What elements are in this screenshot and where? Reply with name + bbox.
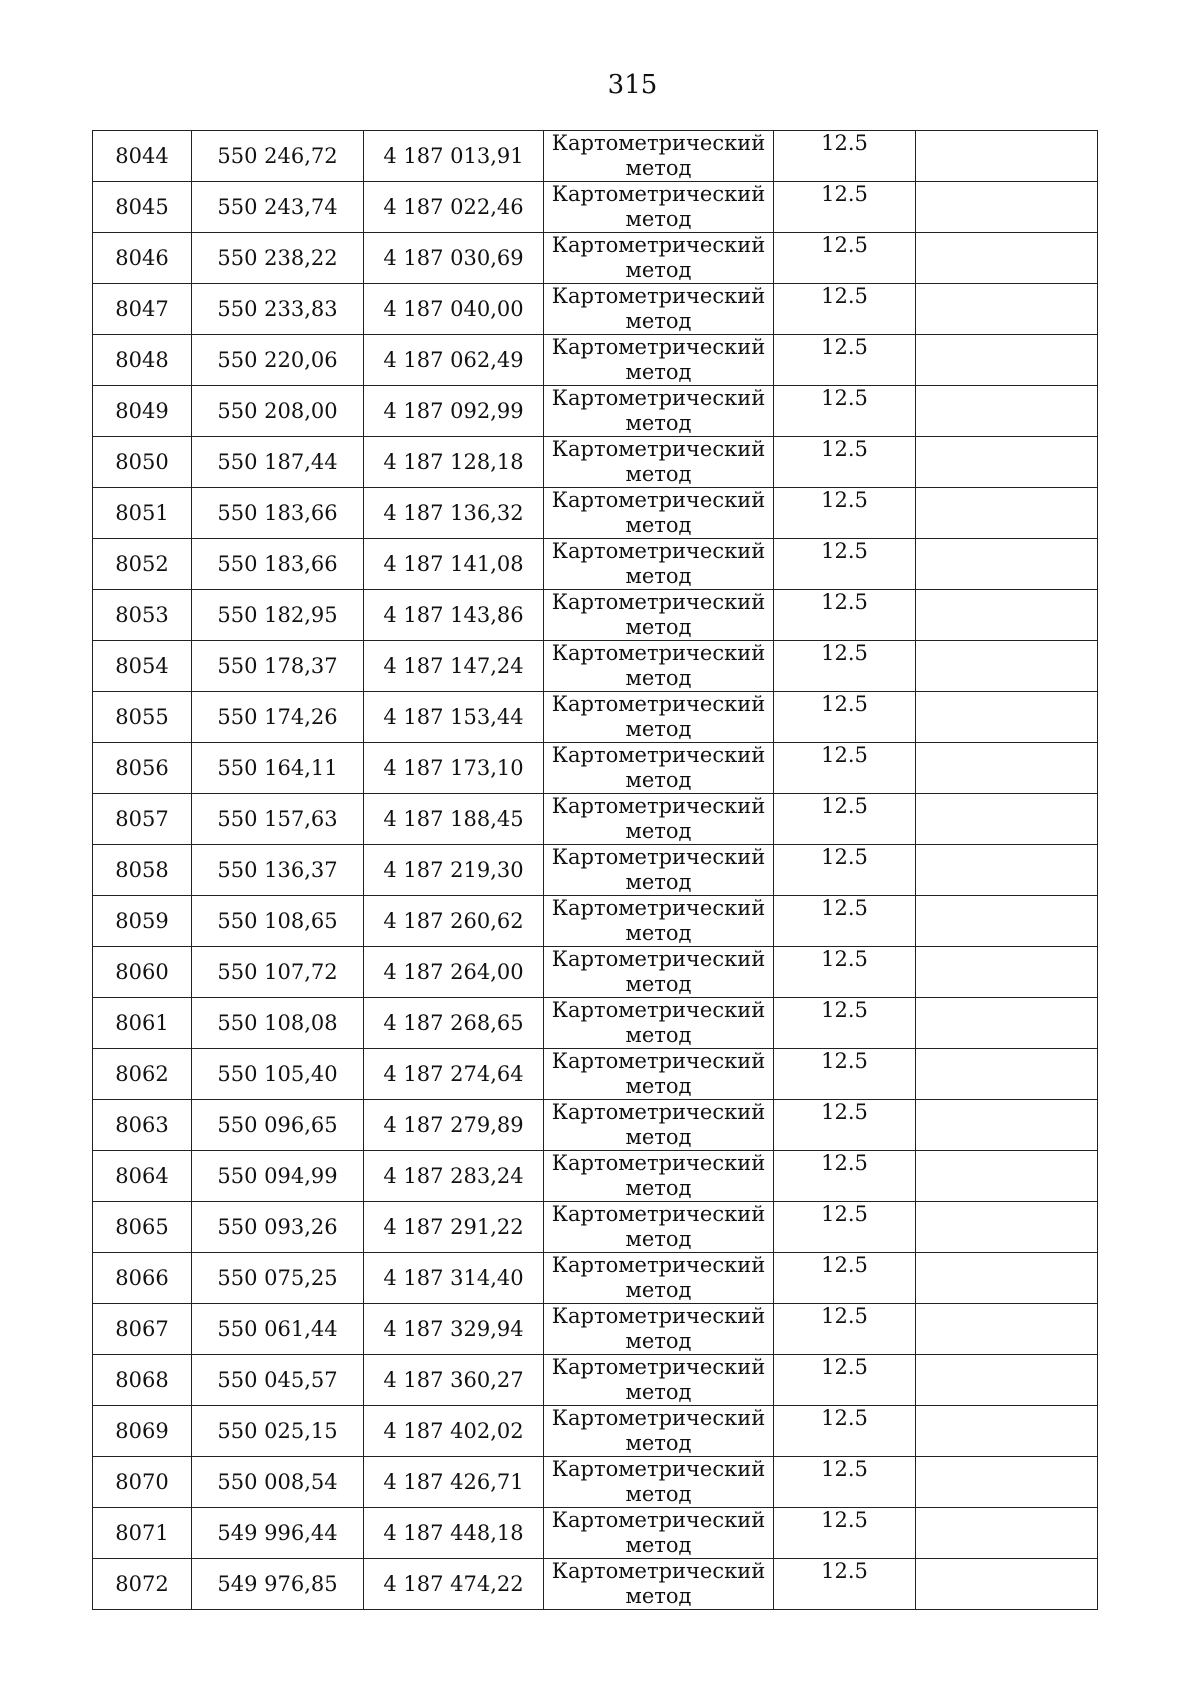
method-cell	[544, 1406, 774, 1457]
method-text-line1: Картометрический	[551, 1559, 766, 1583]
method-text-line1: Картометрический	[551, 1049, 766, 1073]
y-coordinate-cell: 4 187 062,49	[364, 335, 544, 386]
method-text-line2: метод	[625, 1227, 692, 1251]
point-number-cell: 8057	[93, 794, 192, 845]
method-text-line2: метод	[625, 309, 692, 333]
method-text-line2: метод	[625, 1176, 692, 1200]
table-row	[93, 743, 1098, 794]
table-row	[93, 1457, 1098, 1508]
method-text-line1: Картометрический	[551, 1304, 766, 1328]
method-text-line1: Картометрический	[551, 437, 766, 461]
point-number-cell: 8063	[93, 1100, 192, 1151]
x-coordinate-cell: 550 108,08	[192, 998, 364, 1049]
table-row	[93, 896, 1098, 947]
table-row	[93, 1049, 1098, 1100]
point-number-cell: 8064	[93, 1151, 192, 1202]
y-coordinate-cell: 4 187 314,40	[364, 1253, 544, 1304]
method-cell	[544, 539, 774, 590]
table-row	[93, 182, 1098, 233]
method-cell	[544, 1253, 774, 1304]
method-cell	[544, 692, 774, 743]
note-cell	[916, 437, 1098, 488]
point-number-cell: 8049	[93, 386, 192, 437]
x-coordinate-cell: 550 238,22	[192, 233, 364, 284]
x-coordinate-cell: 550 094,99	[192, 1151, 364, 1202]
y-coordinate-cell: 4 187 264,00	[364, 947, 544, 998]
method-cell	[544, 1559, 774, 1610]
accuracy-cell: 12.5	[774, 692, 916, 743]
method-cell	[544, 131, 774, 182]
accuracy-cell: 12.5	[774, 1202, 916, 1253]
note-cell	[916, 1202, 1098, 1253]
table-row	[93, 590, 1098, 641]
table-row	[93, 1355, 1098, 1406]
x-coordinate-cell: 550 136,37	[192, 845, 364, 896]
x-coordinate-cell: 550 061,44	[192, 1304, 364, 1355]
note-cell	[916, 998, 1098, 1049]
point-number-cell: 8065	[93, 1202, 192, 1253]
method-cell	[544, 743, 774, 794]
point-number-cell: 8048	[93, 335, 192, 386]
note-cell	[916, 1049, 1098, 1100]
x-coordinate-cell: 550 187,44	[192, 437, 364, 488]
method-text-line1: Картометрический	[551, 692, 766, 716]
method-text-line1: Картометрический	[551, 539, 766, 563]
method-text-line2: метод	[625, 1533, 692, 1557]
method-cell	[544, 437, 774, 488]
method-cell	[544, 284, 774, 335]
method-cell	[544, 1151, 774, 1202]
note-cell	[916, 488, 1098, 539]
point-number-cell: 8058	[93, 845, 192, 896]
method-text-line1: Картометрический	[551, 1406, 766, 1430]
y-coordinate-cell: 4 187 153,44	[364, 692, 544, 743]
point-number-cell: 8044	[93, 131, 192, 182]
table-row	[93, 131, 1098, 182]
method-text-line1: Картометрический	[551, 1100, 766, 1124]
note-cell	[916, 794, 1098, 845]
accuracy-cell: 12.5	[774, 794, 916, 845]
note-cell	[916, 1457, 1098, 1508]
method-text-line1: Картометрический	[551, 386, 766, 410]
note-cell	[916, 335, 1098, 386]
x-coordinate-cell: 550 093,26	[192, 1202, 364, 1253]
y-coordinate-cell: 4 187 147,24	[364, 641, 544, 692]
method-cell	[544, 488, 774, 539]
x-coordinate-cell: 550 164,11	[192, 743, 364, 794]
point-number-cell: 8055	[93, 692, 192, 743]
y-coordinate-cell: 4 187 173,10	[364, 743, 544, 794]
y-coordinate-cell: 4 187 448,18	[364, 1508, 544, 1559]
method-cell	[544, 233, 774, 284]
accuracy-cell: 12.5	[774, 1508, 916, 1559]
table-row	[93, 488, 1098, 539]
note-cell	[916, 641, 1098, 692]
method-text-line2: метод	[625, 870, 692, 894]
x-coordinate-cell: 550 220,06	[192, 335, 364, 386]
note-cell	[916, 743, 1098, 794]
note-cell	[916, 182, 1098, 233]
y-coordinate-cell: 4 187 092,99	[364, 386, 544, 437]
point-number-cell: 8066	[93, 1253, 192, 1304]
note-cell	[916, 1304, 1098, 1355]
accuracy-cell: 12.5	[774, 1559, 916, 1610]
accuracy-cell: 12.5	[774, 1304, 916, 1355]
y-coordinate-cell: 4 187 128,18	[364, 437, 544, 488]
x-coordinate-cell: 549 996,44	[192, 1508, 364, 1559]
note-cell	[916, 1253, 1098, 1304]
method-text-line2: метод	[625, 1431, 692, 1455]
method-text-line2: метод	[625, 717, 692, 741]
method-text-line1: Картометрический	[551, 233, 766, 257]
accuracy-cell: 12.5	[774, 641, 916, 692]
method-text-line2: метод	[625, 666, 692, 690]
method-text-line1: Картометрический	[551, 1151, 766, 1175]
method-cell	[544, 845, 774, 896]
accuracy-cell: 12.5	[774, 284, 916, 335]
table-row	[93, 233, 1098, 284]
y-coordinate-cell: 4 187 030,69	[364, 233, 544, 284]
x-coordinate-cell: 550 008,54	[192, 1457, 364, 1508]
method-text-line2: метод	[625, 921, 692, 945]
table-body	[93, 131, 1098, 1610]
y-coordinate-cell: 4 187 291,22	[364, 1202, 544, 1253]
method-cell	[544, 1508, 774, 1559]
page-number: 315	[607, 70, 658, 100]
accuracy-cell: 12.5	[774, 1151, 916, 1202]
x-coordinate-cell: 550 178,37	[192, 641, 364, 692]
accuracy-cell: 12.5	[774, 233, 916, 284]
point-number-cell: 8067	[93, 1304, 192, 1355]
table-row	[93, 1100, 1098, 1151]
y-coordinate-cell: 4 187 260,62	[364, 896, 544, 947]
note-cell	[916, 539, 1098, 590]
table-row	[93, 1559, 1098, 1610]
accuracy-cell: 12.5	[774, 1253, 916, 1304]
y-coordinate-cell: 4 187 040,00	[364, 284, 544, 335]
table-row	[93, 1304, 1098, 1355]
method-text-line2: метод	[625, 411, 692, 435]
method-cell	[544, 386, 774, 437]
x-coordinate-cell: 550 233,83	[192, 284, 364, 335]
note-cell	[916, 131, 1098, 182]
y-coordinate-cell: 4 187 136,32	[364, 488, 544, 539]
point-number-cell: 8059	[93, 896, 192, 947]
method-cell	[544, 641, 774, 692]
y-coordinate-cell: 4 187 402,02	[364, 1406, 544, 1457]
method-text-line1: Картометрический	[551, 743, 766, 767]
point-number-cell: 8060	[93, 947, 192, 998]
y-coordinate-cell: 4 187 279,89	[364, 1100, 544, 1151]
accuracy-cell: 12.5	[774, 998, 916, 1049]
y-coordinate-cell: 4 187 360,27	[364, 1355, 544, 1406]
method-cell	[544, 998, 774, 1049]
method-text-line1: Картометрический	[551, 1202, 766, 1226]
table-row	[93, 692, 1098, 743]
x-coordinate-cell: 550 075,25	[192, 1253, 364, 1304]
accuracy-cell: 12.5	[774, 590, 916, 641]
method-cell	[544, 1304, 774, 1355]
method-text-line2: метод	[625, 1074, 692, 1098]
point-number-cell: 8068	[93, 1355, 192, 1406]
method-text-line2: метод	[625, 258, 692, 282]
method-cell	[544, 1049, 774, 1100]
x-coordinate-cell: 550 208,00	[192, 386, 364, 437]
note-cell	[916, 1508, 1098, 1559]
method-cell	[544, 590, 774, 641]
y-coordinate-cell: 4 187 329,94	[364, 1304, 544, 1355]
table-row	[93, 947, 1098, 998]
note-cell	[916, 284, 1098, 335]
y-coordinate-cell: 4 187 013,91	[364, 131, 544, 182]
table-row	[93, 386, 1098, 437]
accuracy-cell: 12.5	[774, 845, 916, 896]
table-row	[93, 998, 1098, 1049]
accuracy-cell: 12.5	[774, 182, 916, 233]
y-coordinate-cell: 4 187 219,30	[364, 845, 544, 896]
method-text-line1: Картометрический	[551, 182, 766, 206]
accuracy-cell: 12.5	[774, 488, 916, 539]
x-coordinate-cell: 550 108,65	[192, 896, 364, 947]
point-number-cell: 8045	[93, 182, 192, 233]
method-text-line1: Картометрический	[551, 131, 766, 155]
method-cell	[544, 794, 774, 845]
method-text-line1: Картометрический	[551, 284, 766, 308]
point-number-cell: 8052	[93, 539, 192, 590]
x-coordinate-cell: 550 096,65	[192, 1100, 364, 1151]
point-number-cell: 8054	[93, 641, 192, 692]
method-text-line1: Картометрический	[551, 1457, 766, 1481]
accuracy-cell: 12.5	[774, 386, 916, 437]
x-coordinate-cell: 549 976,85	[192, 1559, 364, 1610]
method-cell	[544, 1457, 774, 1508]
point-number-cell: 8062	[93, 1049, 192, 1100]
method-text-line2: метод	[625, 360, 692, 384]
table-row	[93, 335, 1098, 386]
method-text-line1: Картометрический	[551, 335, 766, 359]
y-coordinate-cell: 4 187 141,08	[364, 539, 544, 590]
note-cell	[916, 233, 1098, 284]
accuracy-cell: 12.5	[774, 437, 916, 488]
method-text-line2: метод	[625, 462, 692, 486]
method-text-line2: метод	[625, 819, 692, 843]
y-coordinate-cell: 4 187 283,24	[364, 1151, 544, 1202]
x-coordinate-cell: 550 025,15	[192, 1406, 364, 1457]
accuracy-cell: 12.5	[774, 896, 916, 947]
note-cell	[916, 386, 1098, 437]
table-row	[93, 1202, 1098, 1253]
point-number-cell: 8069	[93, 1406, 192, 1457]
method-text-line1: Картометрический	[551, 488, 766, 512]
method-cell	[544, 1355, 774, 1406]
accuracy-cell: 12.5	[774, 743, 916, 794]
point-number-cell: 8050	[93, 437, 192, 488]
method-text-line2: метод	[625, 1125, 692, 1149]
method-cell	[544, 896, 774, 947]
note-cell	[916, 896, 1098, 947]
point-number-cell: 8061	[93, 998, 192, 1049]
method-text-line1: Картометрический	[551, 590, 766, 614]
method-text-line2: метод	[625, 513, 692, 537]
note-cell	[916, 590, 1098, 641]
table-row	[93, 1253, 1098, 1304]
y-coordinate-cell: 4 187 268,65	[364, 998, 544, 1049]
table-row	[93, 794, 1098, 845]
method-cell	[544, 335, 774, 386]
note-cell	[916, 692, 1098, 743]
method-text-line2: метод	[625, 1329, 692, 1353]
note-cell	[916, 947, 1098, 998]
table-row	[93, 1508, 1098, 1559]
y-coordinate-cell: 4 187 143,86	[364, 590, 544, 641]
method-cell	[544, 947, 774, 998]
note-cell	[916, 1100, 1098, 1151]
method-text-line2: метод	[625, 972, 692, 996]
accuracy-cell: 12.5	[774, 1100, 916, 1151]
x-coordinate-cell: 550 157,63	[192, 794, 364, 845]
x-coordinate-cell: 550 183,66	[192, 539, 364, 590]
method-cell	[544, 1202, 774, 1253]
method-text-line1: Картометрический	[551, 794, 766, 818]
x-coordinate-cell: 550 045,57	[192, 1355, 364, 1406]
table-row	[93, 1406, 1098, 1457]
x-coordinate-cell: 550 107,72	[192, 947, 364, 998]
point-number-cell: 8072	[93, 1559, 192, 1610]
accuracy-cell: 12.5	[774, 131, 916, 182]
accuracy-cell: 12.5	[774, 1355, 916, 1406]
x-coordinate-cell: 550 243,74	[192, 182, 364, 233]
method-text-line1: Картометрический	[551, 998, 766, 1022]
note-cell	[916, 1151, 1098, 1202]
accuracy-cell: 12.5	[774, 1406, 916, 1457]
note-cell	[916, 1406, 1098, 1457]
table-row	[93, 437, 1098, 488]
x-coordinate-cell: 550 105,40	[192, 1049, 364, 1100]
method-text-line1: Картометрический	[551, 1253, 766, 1277]
method-text-line2: метод	[625, 1584, 692, 1608]
table-row	[93, 284, 1098, 335]
x-coordinate-cell: 550 182,95	[192, 590, 364, 641]
method-text-line2: метод	[625, 156, 692, 180]
y-coordinate-cell: 4 187 274,64	[364, 1049, 544, 1100]
point-number-cell: 8071	[93, 1508, 192, 1559]
method-text-line1: Картометрический	[551, 641, 766, 665]
note-cell	[916, 1559, 1098, 1610]
method-text-line2: метод	[625, 207, 692, 231]
table-row	[93, 539, 1098, 590]
point-number-cell: 8046	[93, 233, 192, 284]
note-cell	[916, 1355, 1098, 1406]
table-row	[93, 1151, 1098, 1202]
accuracy-cell: 12.5	[774, 539, 916, 590]
accuracy-cell: 12.5	[774, 947, 916, 998]
method-cell	[544, 1100, 774, 1151]
accuracy-cell: 12.5	[774, 1457, 916, 1508]
y-coordinate-cell: 4 187 426,71	[364, 1457, 544, 1508]
point-number-cell: 8047	[93, 284, 192, 335]
x-coordinate-cell: 550 174,26	[192, 692, 364, 743]
accuracy-cell: 12.5	[774, 1049, 916, 1100]
x-coordinate-cell: 550 183,66	[192, 488, 364, 539]
method-text-line2: метод	[625, 768, 692, 792]
table-row	[93, 641, 1098, 692]
note-cell	[916, 845, 1098, 896]
y-coordinate-cell: 4 187 188,45	[364, 794, 544, 845]
method-text-line2: метод	[625, 564, 692, 588]
method-text-line2: метод	[625, 1380, 692, 1404]
method-text-line2: метод	[625, 1278, 692, 1302]
method-text-line1: Картометрический	[551, 947, 766, 971]
point-number-cell: 8051	[93, 488, 192, 539]
method-text-line1: Картометрический	[551, 896, 766, 920]
method-cell	[544, 182, 774, 233]
accuracy-cell: 12.5	[774, 335, 916, 386]
method-text-line1: Картометрический	[551, 1508, 766, 1532]
method-text-line1: Картометрический	[551, 845, 766, 869]
table-row	[93, 845, 1098, 896]
y-coordinate-cell: 4 187 022,46	[364, 182, 544, 233]
method-text-line2: метод	[625, 1482, 692, 1506]
x-coordinate-cell: 550 246,72	[192, 131, 364, 182]
point-number-cell: 8056	[93, 743, 192, 794]
method-text-line1: Картометрический	[551, 1355, 766, 1379]
method-text-line2: метод	[625, 1023, 692, 1047]
method-text-line2: метод	[625, 615, 692, 639]
point-number-cell: 8053	[93, 590, 192, 641]
y-coordinate-cell: 4 187 474,22	[364, 1559, 544, 1610]
point-number-cell: 8070	[93, 1457, 192, 1508]
coordinates-table	[92, 130, 1098, 1610]
